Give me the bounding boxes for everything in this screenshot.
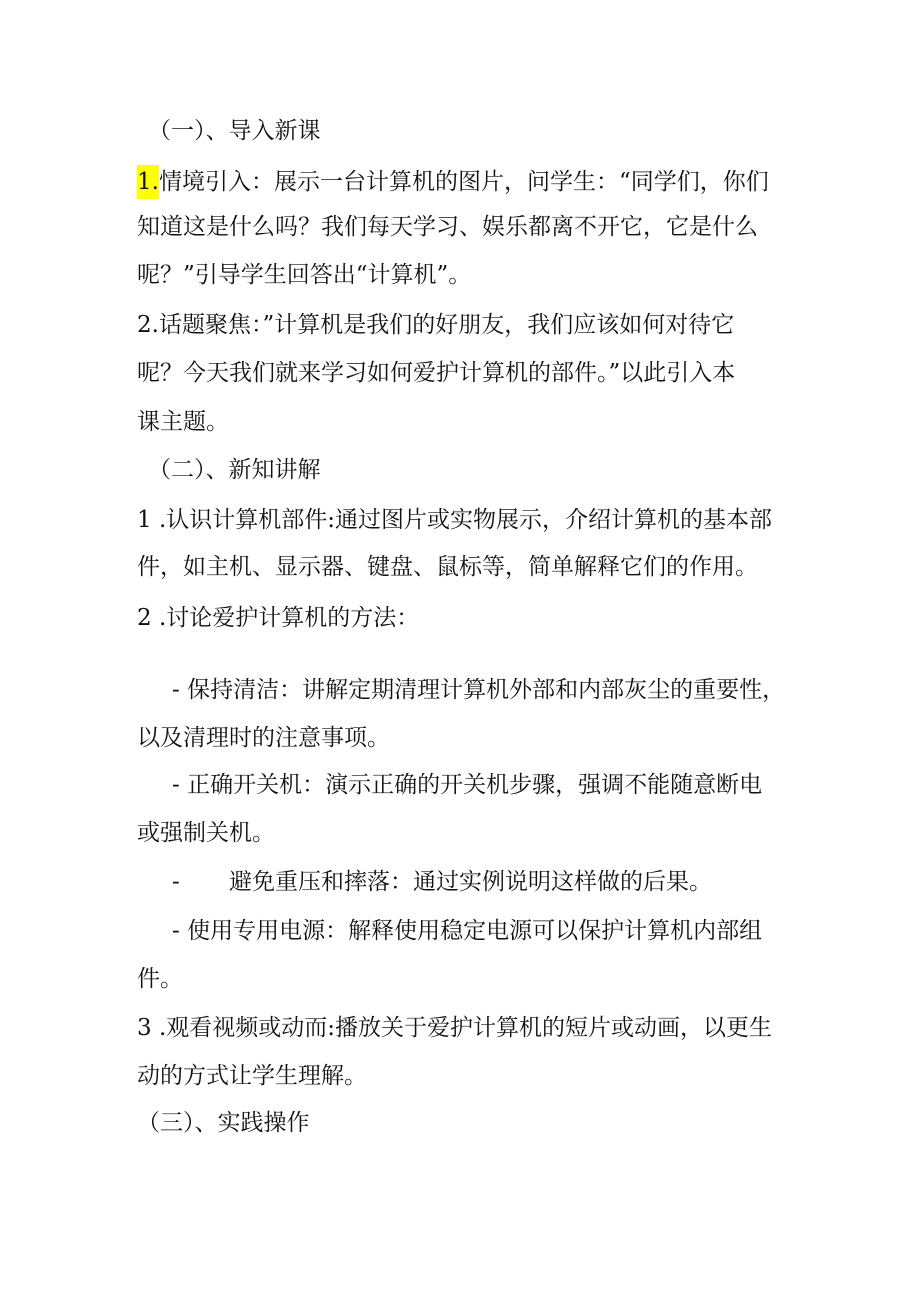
paragraph-1-line-1-text: 情境引入：展示一台计算机的图片，问学生：“同学们，你们 — [158, 169, 769, 195]
paragraph-3-line-2: 件，如主机、显示器、键盘、鼠标等，简单解释它们的作用。 — [137, 554, 758, 580]
bullet-3-text: 避免重压和摔落：通过实例说明这样做的后果。 — [229, 869, 712, 895]
paragraph-1-line-2: 知道这是什么吗？我们每天学习、娱乐都离不开它，它是什么 — [137, 214, 758, 240]
paragraph-2-line-2: 呢？今天我们就来学习如何爱护计算机的部件。”以此引入本 — [137, 360, 736, 386]
highlighted-number: 1. — [137, 165, 159, 199]
bullet-2-line-1: - 正确开关机：演示正确的开关机步骤，强调不能随意断电 — [172, 772, 763, 798]
bullet-2-line-2: 或强制关机。 — [137, 820, 275, 846]
paragraph-1-line-3: 呢？”引导学生回答出“计算机”。 — [137, 262, 472, 288]
paragraph-5-line-1: 3 .观看视频或动而:播放关于爱护计算机的短片或动画，以更生 — [137, 1015, 773, 1041]
paragraph-2-line-1: 2.话题聚焦：”计算机是我们的好朋友，我们应该如何对待它 — [137, 312, 735, 338]
paragraph-3-line-1: 1 .认识计算机部件:通过图片或实物展示，介绍计算机的基本部 — [137, 507, 773, 533]
section-heading-2: （二）、新知讲解 — [148, 457, 321, 483]
paragraph-2-line-3: 课主题。 — [137, 409, 229, 435]
section-heading-3: （三）、实践操作 — [137, 1110, 310, 1136]
bullet-4-line-1: - 使用专用电源：解释使用稳定电源可以保护计算机内部组 — [172, 918, 763, 944]
bullet-1-line-1: - 保持清洁：讲解定期清理计算机外部和内部灰尘的重要性， — [172, 677, 786, 703]
bullet-4-line-2: 件。 — [137, 966, 183, 992]
bullet-1-line-2: 以及清理时的注意事项。 — [137, 725, 390, 751]
paragraph-4-line-1: 2 .讨论爱护计算机的方法： — [137, 605, 420, 631]
paragraph-5-line-2: 动的方式让学生理解。 — [137, 1063, 367, 1089]
bullet-3-dash: - — [172, 869, 180, 895]
paragraph-1-line-1 — [137, 165, 769, 199]
section-heading-1: （一）、导入新课 — [148, 118, 321, 144]
